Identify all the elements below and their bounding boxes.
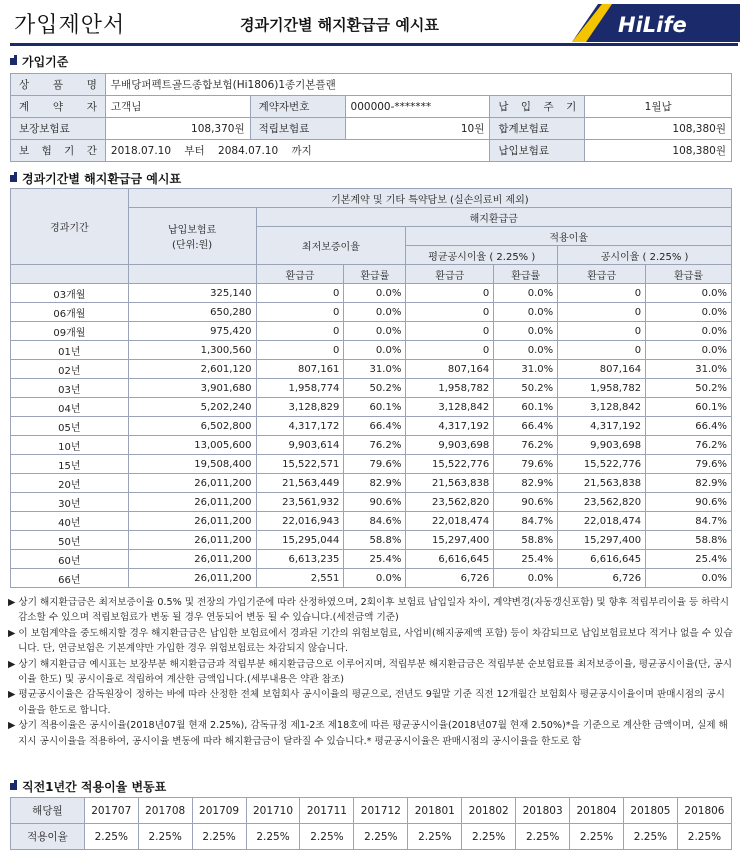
value-savings-premium: 10원 [345, 118, 490, 140]
table-row [11, 284, 732, 303]
table-row [11, 322, 732, 341]
value-pay-cycle: 1월납 [585, 96, 732, 118]
history-rate: 2.25% [354, 824, 408, 850]
cell-prem: 13,005,600 [128, 436, 256, 455]
cell-a1: 9,903,614 [256, 436, 344, 455]
info-row-product [11, 74, 732, 96]
cell-a1: 0 [256, 322, 344, 341]
cell-prem: 2,601,120 [128, 360, 256, 379]
history-rate: 2.25% [300, 824, 354, 850]
label-contractor: 계 약 자 [11, 96, 106, 118]
history-rate: 2.25% [138, 824, 192, 850]
hilife-logo [572, 4, 740, 42]
cell-r1: 25.4% [344, 550, 406, 569]
cell-a2: 807,164 [406, 360, 494, 379]
header-paid-premium: 납입보험료 (단위:원) [128, 208, 256, 265]
header-rate-min: 환급률 [344, 265, 406, 284]
rate-history-table [10, 797, 732, 850]
bullet-square-icon [10, 175, 17, 182]
cell-r1: 84.6% [344, 512, 406, 531]
cell-prem: 19,508,400 [128, 455, 256, 474]
header-refund: 해지환급금 [256, 208, 732, 227]
label-total-premium: 합계보험료 [490, 118, 585, 140]
label-period: 보 험 기 간 [11, 140, 106, 162]
header-rate-avg: 환급률 [494, 265, 558, 284]
history-month: 201801 [408, 798, 462, 824]
note-item: ▶ 평균공시이율은 감독원장이 정하는 바에 따라 산정한 전체 보험회사 공시이율의 평균으로, 전년도 9월말 기준 직전 12개월간 보험회사 평균공시이율이며 판매시점의 공시이율을 한도로 합니다. [8, 689, 725, 716]
cell-r2: 79.6% [494, 455, 558, 474]
cell-a1: 0 [256, 284, 344, 303]
history-rate: 2.25% [516, 824, 570, 850]
cell-prem: 26,011,200 [128, 569, 256, 588]
cell-prem: 5,202,240 [128, 398, 256, 417]
header-coverage-scope: 기본계약 및 기타 특약담보 (실손의료비 제외) [128, 189, 731, 208]
cell-r3: 58.8% [646, 531, 732, 550]
table-row [11, 512, 732, 531]
period-until: 까지 [291, 145, 312, 157]
history-month: 201711 [300, 798, 354, 824]
cell-r3: 0.0% [646, 303, 732, 322]
cell-r3: 31.0% [646, 360, 732, 379]
cell-a2: 15,297,400 [406, 531, 494, 550]
value-guarantee-premium: 108,370원 [105, 118, 250, 140]
cell-a2: 23,562,820 [406, 493, 494, 512]
cell-r2: 31.0% [494, 360, 558, 379]
cell-a1: 1,958,774 [256, 379, 344, 398]
label-guarantee-premium: 보장보험료 [11, 118, 106, 140]
cell-p: 10년 [11, 436, 129, 455]
header-blank-elapsed [11, 265, 129, 284]
cell-p: 09개월 [11, 322, 129, 341]
history-month-label: 해당월 [11, 798, 85, 824]
cell-p: 06개월 [11, 303, 129, 322]
cell-a3: 0 [558, 303, 646, 322]
cell-a3: 6,616,645 [558, 550, 646, 569]
table-row [11, 474, 732, 493]
cell-prem: 26,011,200 [128, 474, 256, 493]
cell-p: 15년 [11, 455, 129, 474]
cell-r2: 0.0% [494, 322, 558, 341]
cell-a1: 0 [256, 303, 344, 322]
cell-p: 50년 [11, 531, 129, 550]
cell-a1: 807,161 [256, 360, 344, 379]
cell-r3: 76.2% [646, 436, 732, 455]
cell-a2: 15,522,776 [406, 455, 494, 474]
cell-a3: 0 [558, 322, 646, 341]
cell-a1: 22,016,943 [256, 512, 344, 531]
cell-r3: 50.2% [646, 379, 732, 398]
cell-a3: 4,317,192 [558, 417, 646, 436]
cell-a2: 0 [406, 341, 494, 360]
table-row [11, 550, 732, 569]
cell-a2: 6,726 [406, 569, 494, 588]
cell-r3: 79.6% [646, 455, 732, 474]
cell-p: 60년 [11, 550, 129, 569]
value-contractor: 고객님 [105, 96, 250, 118]
section-heading-refund: 경과기간별 해지환급금 예시표 [10, 170, 181, 187]
cell-a1: 3,128,829 [256, 398, 344, 417]
header-min-guarantee-rate: 최저보증이율 [256, 227, 406, 265]
cell-p: 03년 [11, 379, 129, 398]
header-elapsed-period: 경과기간 [11, 189, 129, 265]
note-item: ▶ 이 보험계약을 중도해지할 경우 해지환급금은 납입한 보험료에서 경과된 기간의 위험보험료, 사업비(해지공제액 포함) 등이 차감되므로 납입보험료보다 적거나 없을 수 있습니다. 단, 연금보험은 기본계약만 가입한 경우 위험보험료는 차감되지 않습니다. [8, 627, 733, 655]
history-rate: 2.25% [462, 824, 516, 850]
cell-r2: 60.1% [494, 398, 558, 417]
cell-r1: 76.2% [344, 436, 406, 455]
cell-r1: 82.9% [344, 474, 406, 493]
label-product: 상 품 명 [11, 74, 106, 96]
value-contract-no: 000000-******* [345, 96, 490, 118]
history-month: 201707 [84, 798, 138, 824]
table-row [11, 360, 732, 379]
period-start: 2018.07.10 [110, 145, 172, 157]
table-row [11, 493, 732, 512]
cell-r3: 66.4% [646, 417, 732, 436]
cell-r3: 25.4% [646, 550, 732, 569]
cell-prem: 325,140 [128, 284, 256, 303]
cell-p: 20년 [11, 474, 129, 493]
table-row [11, 436, 732, 455]
cell-r1: 66.4% [344, 417, 406, 436]
cell-r2: 58.8% [494, 531, 558, 550]
label-savings-premium: 적립보험료 [250, 118, 345, 140]
cell-p: 03개월 [11, 284, 129, 303]
header-public-rate: 공시이율 ( 2.25% ) [558, 246, 732, 265]
cell-r2: 90.6% [494, 493, 558, 512]
table-row [11, 531, 732, 550]
cell-r1: 0.0% [344, 284, 406, 303]
note-item: ▶ 상기 해지환급금은 최저보증이율 0.5% 및 전장의 가입기준에 따라 산정하였으며, 2회이후 보험료 납입일자 차이, 계약변경(자동갱신포함) 및 향후 적립부리이율 등 하락시 감소할 수 있으며 적립보험료가 변동 될 경우 연동되어 변동 될 수 있습니다.(세전금액 기준) [8, 597, 730, 624]
cell-prem: 1,300,560 [128, 341, 256, 360]
cell-a2: 22,018,474 [406, 512, 494, 531]
logo-text: HiLife [618, 13, 687, 37]
info-row-contractor [11, 96, 732, 118]
cell-a1: 15,522,571 [256, 455, 344, 474]
bullet-square-icon [10, 783, 17, 790]
history-month: 201803 [516, 798, 570, 824]
cell-r2: 25.4% [494, 550, 558, 569]
table-row [11, 417, 732, 436]
cell-p: 05년 [11, 417, 129, 436]
header-amount-min: 환급금 [256, 265, 344, 284]
cell-a3: 22,018,474 [558, 512, 646, 531]
cell-a1: 15,295,044 [256, 531, 344, 550]
history-rate: 2.25% [677, 824, 731, 850]
note-item: ▶ 상기 적용이율은 공시이율(2018년07월 현재 2.25%), 감독규정 제1-2조 제18호에 따른 평균공시이율(2018년07월 현재 2.50%)*을 기준으로 계산한 금액이며, 실제 해지시 공시이율을 적용하여, 공시이율 변동에 따라 해지환급금이 달라질 수 있습니다.* 평균공시이율은 판매시점의 공시이율을 한도로 함 [8, 720, 728, 747]
cell-r3: 84.7% [646, 512, 732, 531]
period-end: 2084.07.10 [218, 145, 279, 157]
cell-a3: 21,563,838 [558, 474, 646, 493]
table-row [11, 379, 732, 398]
cell-prem: 3,901,680 [128, 379, 256, 398]
cell-r3: 82.9% [646, 474, 732, 493]
cell-prem: 26,011,200 [128, 493, 256, 512]
cell-prem: 6,502,800 [128, 417, 256, 436]
table-row [11, 398, 732, 417]
history-rate-label: 적용이율 [11, 824, 85, 850]
cell-p: 04년 [11, 398, 129, 417]
cell-a2: 0 [406, 322, 494, 341]
cell-r3: 0.0% [646, 322, 732, 341]
header-rate-pub: 환급률 [646, 265, 732, 284]
cell-a3: 0 [558, 341, 646, 360]
history-rate-row [11, 824, 732, 850]
header-applied-rate: 적용이율 [406, 227, 732, 246]
table-row [11, 303, 732, 322]
header-avg-public-rate: 평균공시이율 ( 2.25% ) [406, 246, 558, 265]
history-rate: 2.25% [624, 824, 678, 850]
cell-a1: 2,551 [256, 569, 344, 588]
cell-prem: 650,280 [128, 303, 256, 322]
history-rate: 2.25% [84, 824, 138, 850]
note-item: ▶ 상기 해지환급금 예시표는 보장부분 해지환급금과 적립부분 해지환급금으로 이루어지며, 적립부분 해지환급금은 적립부분 순보험료를 최저보증이율, 평균공시이율(단, 공시이율 한도) 및 공시이율로 적립하여 계산한 금액입니다.(세부내용은 약관 참조) [8, 658, 733, 686]
header-amount-pub: 환급금 [558, 265, 646, 284]
cell-r2: 0.0% [494, 341, 558, 360]
header-blank-premium [128, 265, 256, 284]
cell-a1: 21,563,449 [256, 474, 344, 493]
table-row [11, 455, 732, 474]
header-amount-avg: 환급금 [406, 265, 494, 284]
cell-a2: 1,958,782 [406, 379, 494, 398]
table-row [11, 341, 732, 360]
history-month: 201710 [246, 798, 300, 824]
cell-r3: 0.0% [646, 284, 732, 303]
cell-a3: 15,297,400 [558, 531, 646, 550]
cell-a2: 21,563,838 [406, 474, 494, 493]
section-heading-rate-history: 직전1년간 적용이율 변동표 [10, 778, 166, 795]
cell-r2: 76.2% [494, 436, 558, 455]
cell-a3: 23,562,820 [558, 493, 646, 512]
cell-p: 30년 [11, 493, 129, 512]
history-month: 201806 [677, 798, 731, 824]
cell-a3: 6,726 [558, 569, 646, 588]
cell-a3: 807,164 [558, 360, 646, 379]
table-row [11, 569, 732, 588]
cell-a3: 9,903,698 [558, 436, 646, 455]
cell-a3: 3,128,842 [558, 398, 646, 417]
cell-a1: 4,317,172 [256, 417, 344, 436]
cell-r1: 0.0% [344, 303, 406, 322]
cell-r2: 0.0% [494, 284, 558, 303]
cell-r2: 0.0% [494, 569, 558, 588]
history-month: 201804 [570, 798, 624, 824]
cell-p: 66년 [11, 569, 129, 588]
cell-r2: 66.4% [494, 417, 558, 436]
history-rate: 2.25% [408, 824, 462, 850]
bullet-square-icon [10, 58, 17, 65]
label-contract-no: 계약자번호 [250, 96, 345, 118]
cell-prem: 26,011,200 [128, 550, 256, 569]
cell-r1: 79.6% [344, 455, 406, 474]
cell-r3: 0.0% [646, 341, 732, 360]
cell-r3: 60.1% [646, 398, 732, 417]
document-title: 가입제안서 [14, 13, 126, 38]
cell-prem: 26,011,200 [128, 531, 256, 550]
history-month: 201712 [354, 798, 408, 824]
cell-r1: 58.8% [344, 531, 406, 550]
cell-a2: 0 [406, 303, 494, 322]
history-rate: 2.25% [570, 824, 624, 850]
cell-a3: 1,958,782 [558, 379, 646, 398]
history-rate: 2.25% [192, 824, 246, 850]
label-pay-cycle: 납 입 주 기 [490, 96, 585, 118]
cell-r1: 0.0% [344, 341, 406, 360]
cell-r2: 50.2% [494, 379, 558, 398]
cell-a2: 0 [406, 284, 494, 303]
cell-a1: 23,561,932 [256, 493, 344, 512]
section-heading-basis: 가입기준 [10, 53, 68, 70]
cell-r1: 90.6% [344, 493, 406, 512]
cell-r1: 50.2% [344, 379, 406, 398]
cell-r1: 31.0% [344, 360, 406, 379]
cell-a2: 3,128,842 [406, 398, 494, 417]
label-paid-premium: 납입보험료 [490, 140, 585, 162]
history-rate: 2.25% [246, 824, 300, 850]
refund-table [10, 188, 732, 588]
period-from: 부터 [184, 145, 205, 157]
info-row-premiums [11, 118, 732, 140]
cell-r2: 0.0% [494, 303, 558, 322]
notes-block [8, 595, 734, 749]
history-month-row [11, 798, 732, 824]
cell-p: 40년 [11, 512, 129, 531]
value-total-premium: 108,380원 [585, 118, 732, 140]
history-month: 201708 [138, 798, 192, 824]
info-row-period [11, 140, 732, 162]
cell-a2: 4,317,192 [406, 417, 494, 436]
document-subtitle: 경과기간별 해지환급금 예시표 [240, 16, 439, 34]
history-month: 201805 [624, 798, 678, 824]
cell-r2: 82.9% [494, 474, 558, 493]
cell-r3: 0.0% [646, 569, 732, 588]
cell-p: 02년 [11, 360, 129, 379]
cell-r3: 90.6% [646, 493, 732, 512]
value-paid-premium: 108,380원 [585, 140, 732, 162]
cell-prem: 975,420 [128, 322, 256, 341]
cell-prem: 26,011,200 [128, 512, 256, 531]
value-product: 무배당퍼펙트골드종합보험(Hi1806)1종기본플랜 [105, 74, 731, 96]
cell-a3: 15,522,776 [558, 455, 646, 474]
header-rule [10, 43, 738, 46]
history-month: 201802 [462, 798, 516, 824]
cell-a2: 6,616,645 [406, 550, 494, 569]
cell-r1: 60.1% [344, 398, 406, 417]
basis-table [10, 73, 732, 162]
cell-a1: 6,613,235 [256, 550, 344, 569]
cell-a3: 0 [558, 284, 646, 303]
cell-r1: 0.0% [344, 569, 406, 588]
cell-r2: 84.7% [494, 512, 558, 531]
cell-p: 01년 [11, 341, 129, 360]
cell-a1: 0 [256, 341, 344, 360]
document-header [0, 0, 745, 46]
cell-a2: 9,903,698 [406, 436, 494, 455]
value-period [105, 140, 489, 162]
history-month: 201709 [192, 798, 246, 824]
cell-r1: 0.0% [344, 322, 406, 341]
